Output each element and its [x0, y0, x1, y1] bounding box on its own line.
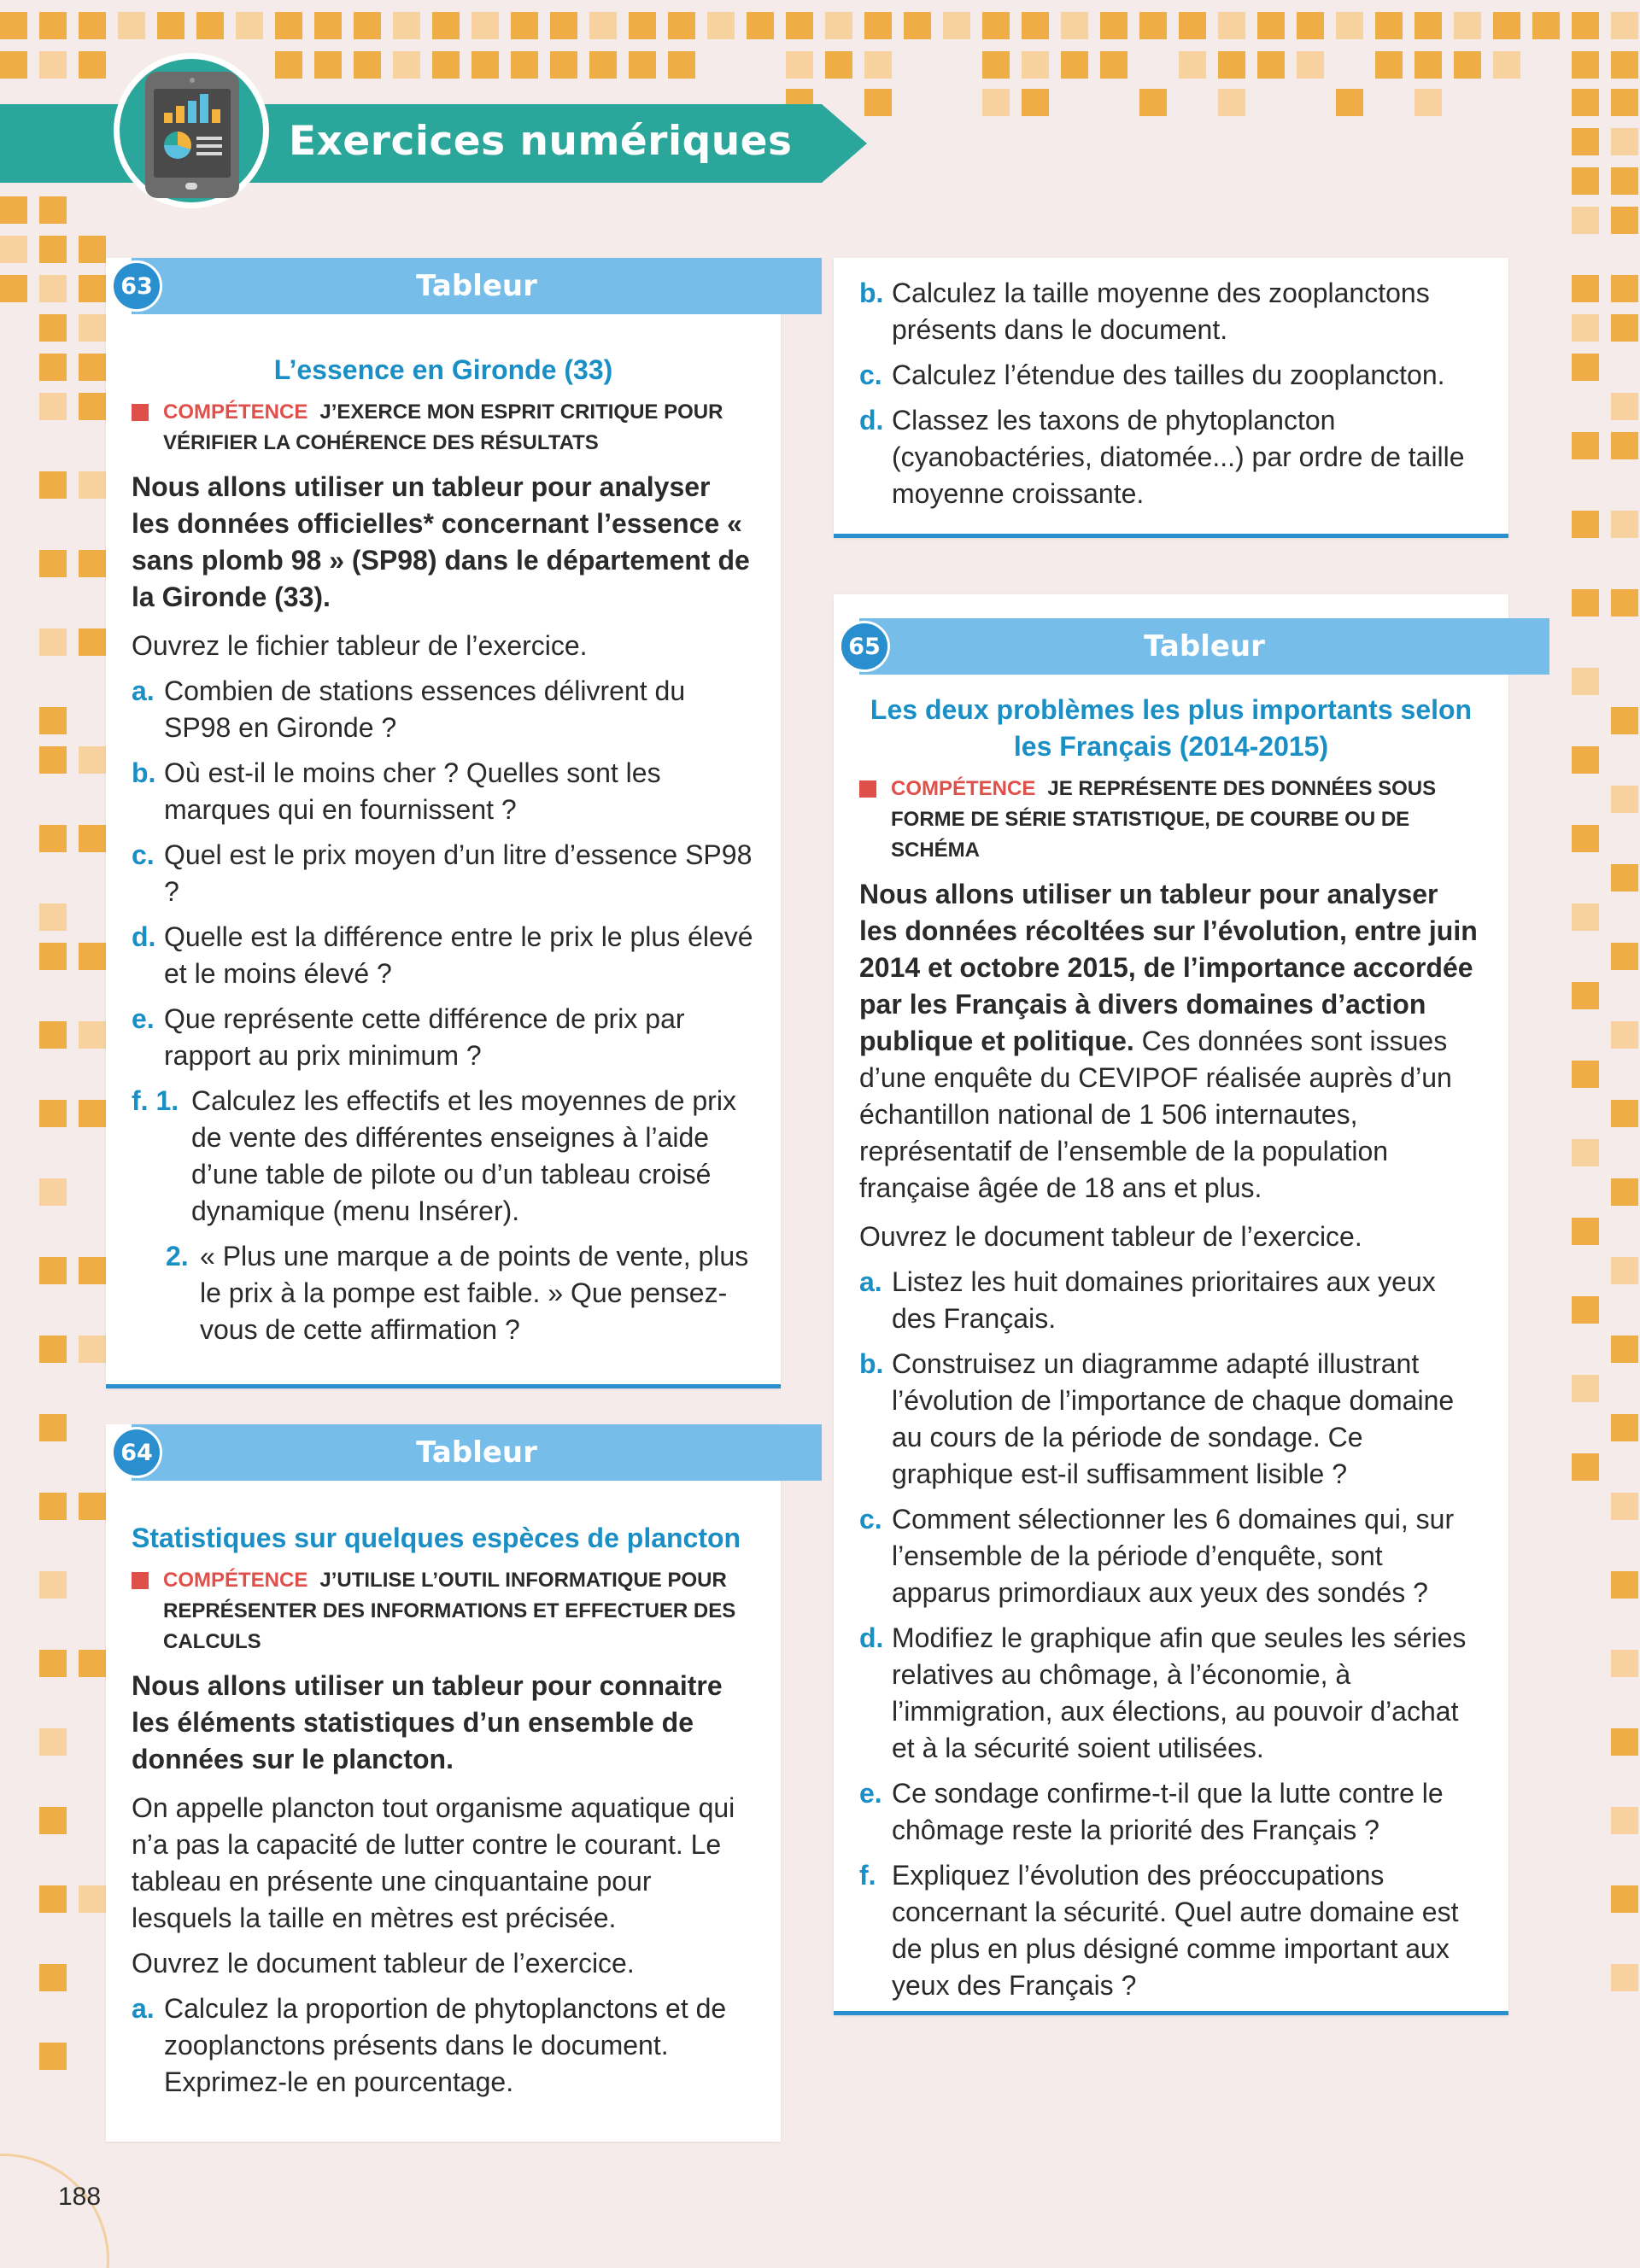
exercise-63-header — [106, 258, 781, 314]
exercise-63-title: L’essence en Gironde (33) — [273, 354, 613, 385]
question-item: c. Quel est le prix moyen d’un litre d’essence SP98 ? — [132, 839, 753, 907]
question-item: d. Quelle est la différence entre le prix le plus élevé et le moins élevé ? — [132, 921, 753, 989]
question-item: c. Comment sélectionner les 6 domaines qui, sur l’ensemble de la période d’enquête, sont apparus primordiaux aux yeux des sondés ? — [859, 1504, 1455, 1608]
exercise-63-lead: Nous allons utiliser un tableur pour analyser les données officielles* concernant l’essence « sans plomb 98 » (SP98) dans le département de la Gironde (33). — [132, 471, 750, 612]
question-item: 2. « Plus une marque a de points de vente, plus le prix à la pompe est faible. » Que pensez-vous de cette affirmation ? — [166, 1241, 749, 1345]
exercise-63-competence: COMPÉTENCE J’EXERCE MON ESPRIT CRITIQUE POUR VÉRIFIER LA COHÉRENCE DES RÉSULTATS — [132, 397, 755, 459]
exercise-63-card — [106, 258, 781, 1388]
competence-square-icon — [859, 780, 876, 798]
question-item: b. Calculez la taille moyenne des zooplanctons présents dans le document. — [859, 278, 1430, 345]
question-item: f. Expliquez l’évolution des préoccupations concernant la sécurité. Quel autre domaine est de plus en plus désigné comme important aux yeux des Français ? — [859, 1860, 1459, 2001]
question-item: b. Construisez un diagramme adapté illustrant l’évolution de l’importance de chaque domaine au cours de la période de sondage. Ce graphique est-il suffisamment lisible ? — [859, 1348, 1455, 1489]
exercise-64-number: 64 — [111, 1427, 162, 1478]
tablet-chart-icon — [145, 72, 239, 198]
question-item: c. Calculez l’étendue des tailles du zooplancton. — [859, 359, 1445, 390]
question-item: a. Calculez la proportion de phytoplanctons et de zooplanctons présents dans le document. Exprimez-le en pourcentage. — [132, 1993, 727, 2097]
question-item: e. Que représente cette différence de prix par rapport au prix minimum ? — [132, 1003, 685, 1071]
question-item: f. 1. Calculez les effectifs et les moyennes de prix de vente des différentes enseignes à l’aide d’une table de pilote ou d’un tableau croisé dynamique (menu Insérer). — [132, 1085, 736, 1226]
page-number: 188 — [58, 2183, 102, 2211]
exercise-65-number: 65 — [839, 621, 890, 672]
exercise-64-card — [106, 1424, 781, 2142]
exercise-65-competence: COMPÉTENCE JE REPRÉSENTE DES DONNÉES SOUS FORME DE SÉRIE STATISTIQUE, DE COURBE OU DE SCHÉMA — [859, 774, 1483, 866]
question-item: d. Modifiez le graphique afin que seules les séries relatives au chômage, à l’économie, à l’immigration, aux élections, au pouvoir d’achat et à la sécurité soient utilisées. — [859, 1622, 1467, 1763]
exercise-64-intro: Ouvrez le document tableur de l’exercice. — [132, 1948, 635, 1979]
exercise-63-tag: Tableur — [416, 269, 537, 303]
exercise-64-header — [106, 1424, 781, 1481]
exercise-65-title: Les deux problèmes les plus importants selon les Français (2014-2015) — [870, 694, 1473, 762]
exercise-65-lead: Nous allons utiliser un tableur pour analyser les données récoltées sur l’évolution, entre juin 2014 et octobre 2015, de l’importance accordée par les Français à divers domaines d’action publique et politique. Ces données sont issues d’une enquête du CEVIPOF réalisée auprès d’un échantillon national de 1 506 internautes, représentatif de l’ensemble de la population française âgée de 18 ans et plus. — [859, 879, 1478, 1203]
exercise-64-tag: Tableur — [416, 1435, 537, 1470]
competence-square-icon — [132, 404, 149, 421]
exercise-65-header — [834, 618, 1508, 675]
question-item: d. Classez les taxons de phytoplancton (cyanobactéries, diatomée...) par ordre de taille moyenne croissante. — [859, 405, 1465, 509]
page-title: Exercices numériques — [289, 118, 793, 165]
exercise-64-competence: COMPÉTENCE J’UTILISE L’OUTIL INFORMATIQUE POUR REPRÉSENTER DES INFORMATIONS ET EFFECTUER DES CALCULS — [132, 1565, 755, 1657]
exercise-63-number: 63 — [111, 260, 162, 312]
exercise-65-tag: Tableur — [1144, 629, 1265, 663]
question-item: b. Où est-il le moins cher ? Quelles sont les marques qui en fournissent ? — [132, 757, 661, 825]
question-item: a. Listez les huit domaines prioritaires aux yeux des Français. — [859, 1266, 1436, 1334]
exercise-65-intro: Ouvrez le document tableur de l’exercice. — [859, 1221, 1362, 1252]
exercise-64-paragraph: On appelle plancton tout organisme aquatique qui n’a pas la capacité de lutter contre le courant. Le tableau en présente une cinquantaine pour lesquels la taille en mètres est précisée. — [132, 1792, 735, 1933]
question-item: e. Ce sondage confirme-t-il que la lutte contre le chômage reste la priorité des Français ? — [859, 1778, 1444, 1845]
exercise-63-intro: Ouvrez le fichier tableur de l’exercice. — [132, 630, 588, 661]
question-item: a. Combien de stations essences délivrent du SP98 en Gironde ? — [132, 675, 686, 743]
exercise-64-title: Statistiques sur quelques espèces de plancton — [132, 1523, 741, 1553]
exercise-65-card — [834, 594, 1508, 2015]
exercise-64-continued-card — [834, 258, 1508, 538]
competence-square-icon — [132, 1572, 149, 1589]
exercise-64-lead: Nous allons utiliser un tableur pour connaitre les éléments statistiques d’un ensemble de données sur le plancton. — [132, 1670, 723, 1774]
